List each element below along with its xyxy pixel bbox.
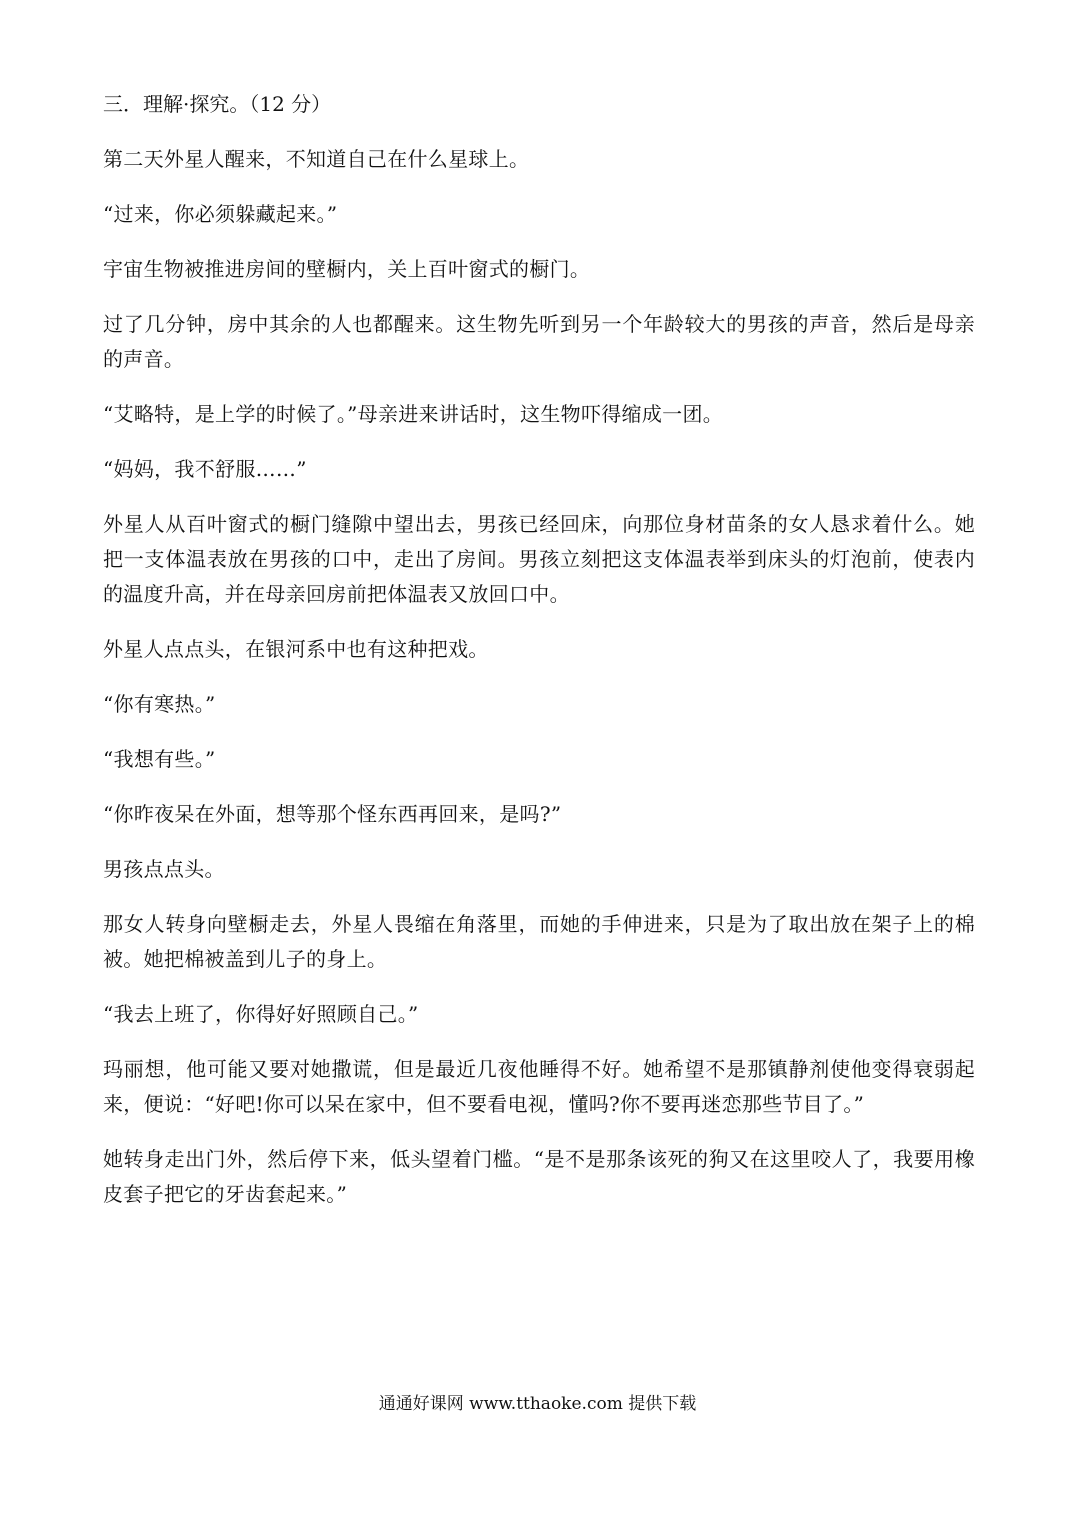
document-body xyxy=(103,86,975,1232)
paragraph: “过来，你必须躲藏起来。” xyxy=(103,202,338,226)
paragraph: 宇宙生物被推进房间的壁橱内，关上百叶窗式的橱门。 xyxy=(103,257,591,281)
paragraph: 那女人转身向壁橱走去，外星人畏缩在角落里，而她的手伸进来，只是为了取出放在架子上的棉被。她把棉被盖到儿子的身上。 xyxy=(103,912,975,971)
paragraph: 外星人从百叶窗式的橱门缝隙中望出去，男孩已经回床，向那位身材苗条的女人恳求着什么。她把一支体温表放在男孩的口中，走出了房间。男孩立刻把这支体温表举到床头的灯泡前，使表内的温度升高，并在母亲回房前把体温表又放回口中。 xyxy=(103,512,975,606)
paragraph: 男孩点点头。 xyxy=(103,857,225,881)
paragraph: “艾略特，是上学的时候了。”母亲进来讲话时，这生物吓得缩成一团。 xyxy=(103,402,724,426)
paragraph: “你有寒热。” xyxy=(103,692,216,716)
paragraph: “我想有些。” xyxy=(103,747,216,771)
paragraph: 过了几分钟，房中其余的人也都醒来。这生物先听到另一个年龄较大的男孩的声音，然后是母亲的声音。 xyxy=(103,312,975,371)
paragraph: “我去上班了，你得好好照顾自己。” xyxy=(103,1002,419,1026)
paragraph: “妈妈，我不舒服……” xyxy=(103,457,307,481)
paragraph: “你昨夜呆在外面，想等那个怪东西再回来，是吗?” xyxy=(103,802,562,826)
paragraph: 她转身走出门外，然后停下来，低头望着门槛。“是不是那条该死的狗又在这里咬人了，我要用橡皮套子把它的牙齿套起来。” xyxy=(103,1147,975,1206)
section-title: 三．理解·探究。（12 分） xyxy=(103,92,332,116)
paragraph: 外星人点点头，在银河系中也有这种把戏。 xyxy=(103,637,489,661)
paragraph: 第二天外星人醒来，不知道自己在什么星球上。 xyxy=(103,147,530,171)
page-footer: 通通好课网 www.tthaoke.com 提供下载 xyxy=(378,1394,697,1414)
paragraph: 玛丽想，他可能又要对她撒谎，但是最近几夜他睡得不好。她希望不是那镇静剂使他变得衰弱起来，便说：“好吧!你可以呆在家中，但不要看电视，懂吗?你不要再迷恋那些节目了。” xyxy=(103,1057,975,1116)
